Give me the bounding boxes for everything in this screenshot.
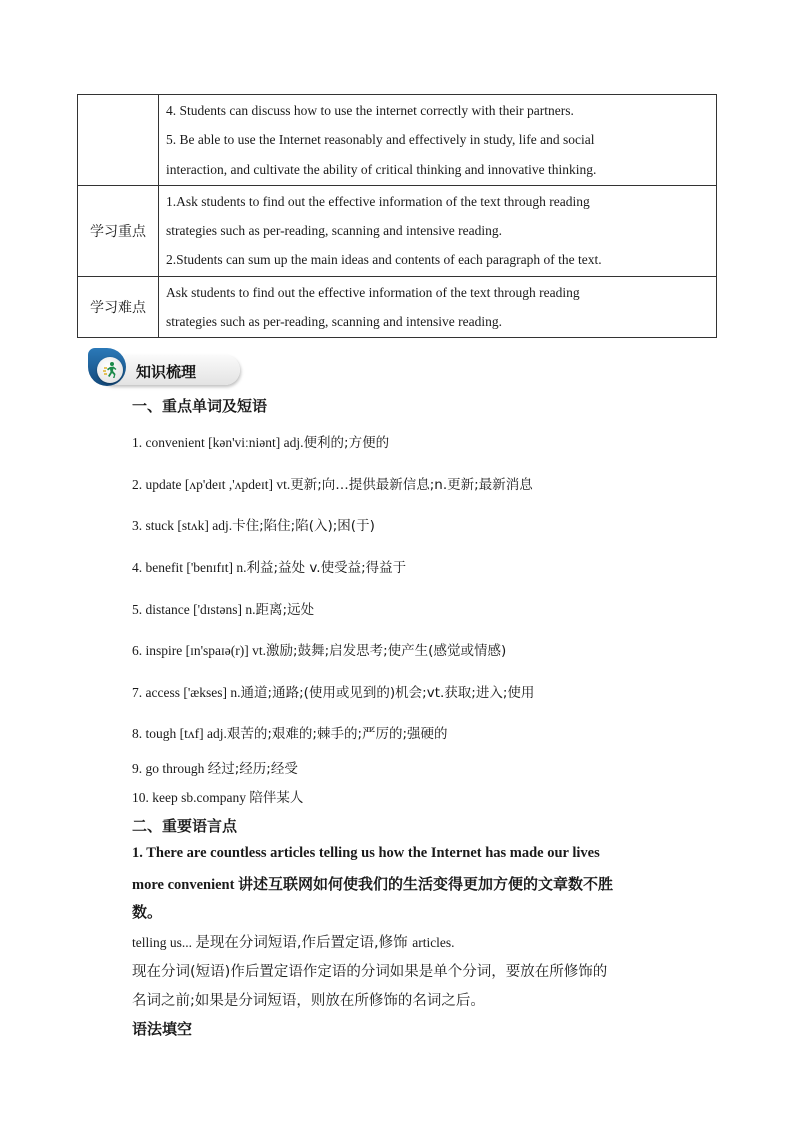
grammar-note bbox=[132, 931, 455, 952]
table-row bbox=[78, 276, 717, 338]
vocab-en: 2. update [ʌp'deɪt ,'ʌpdeɪt] vt. bbox=[132, 477, 291, 492]
row-label: 学习难点 bbox=[78, 276, 159, 338]
row-line: interaction, and cultivate the ability of critical thinking and innovative thinking. bbox=[166, 161, 597, 177]
vocab-en: 6. inspire [ɪn'spaɪə(r)] vt. bbox=[132, 643, 267, 658]
vocab-en: 7. access ['ækses] n. bbox=[132, 685, 241, 700]
vocab-en: 3. stuck [stʌk] adj. bbox=[132, 518, 233, 533]
grammar-fill-heading: 语法填空 bbox=[132, 1020, 193, 1038]
vocab-zh: 激励;鼓舞;启发思考;使产生(感觉或情感) bbox=[266, 643, 507, 659]
vocab-item bbox=[132, 473, 533, 493]
vocab-zh: 卡住;陷住;陷(入);困(于) bbox=[232, 518, 375, 534]
vocab-item bbox=[132, 431, 389, 451]
section2-heading: 二、重要语言点 bbox=[132, 817, 238, 835]
vocab-en: 8. tough [tʌf] adj. bbox=[132, 726, 227, 741]
vocab-zh: 艰苦的;艰难的;棘手的;严厉的;强硬的 bbox=[226, 726, 448, 742]
note-en: telling us... bbox=[132, 935, 196, 950]
row-line: 1.Ask students to find out the effective information of the text through reading bbox=[166, 193, 590, 209]
vocab-item bbox=[132, 556, 406, 576]
vocab-zh: 距离;远处 bbox=[255, 602, 315, 618]
section1-heading: 一、重点单词及短语 bbox=[132, 397, 268, 415]
vocab-item bbox=[132, 514, 375, 534]
table-row bbox=[78, 95, 717, 186]
language-point-zh: 讲述互联网如何使我们的生活变得更加方便的文章数不胜 bbox=[238, 875, 614, 893]
row-content bbox=[159, 95, 717, 186]
section-banner bbox=[88, 348, 242, 388]
vocab-zh: 便利的;方便的 bbox=[303, 435, 390, 451]
vocab-zh: 陪伴某人 bbox=[249, 790, 304, 806]
vocab-en: 1. convenient [kən'viːniənt] adj. bbox=[132, 435, 304, 450]
vocab-en: 5. distance ['dɪstəns] n. bbox=[132, 602, 256, 617]
note-zh: 是现在分词短语,作后置定语,修饰 bbox=[195, 935, 413, 951]
note-en: articles. bbox=[412, 935, 455, 950]
language-point-line: 数。 bbox=[132, 903, 163, 921]
row-label: 学习重点 bbox=[78, 185, 159, 276]
vocab-item bbox=[132, 786, 303, 806]
row-line: 2.Students can sum up the main ideas and contents of each paragraph of the text. bbox=[166, 252, 602, 268]
objectives-table bbox=[77, 94, 717, 338]
vocab-en: 9. go through bbox=[132, 761, 208, 776]
vocab-item bbox=[132, 757, 298, 777]
vocab-item bbox=[132, 639, 506, 659]
explanation-line: 现在分词(短语)作后置定语作定语的分词如果是单个分词，要放在所修饰的 bbox=[132, 964, 608, 980]
vocab-item bbox=[132, 722, 448, 742]
vocab-item bbox=[132, 681, 534, 701]
explanation-line: 名词之前;如果是分词短语，则放在所修饰的名词之后。 bbox=[132, 993, 485, 1009]
language-point-line: 1. There are countless articles telling us how the Internet has made our lives bbox=[132, 845, 600, 861]
row-content bbox=[159, 185, 717, 276]
table-row bbox=[78, 185, 717, 276]
row-line: Ask students to find out the effective information of the text through reading bbox=[166, 284, 580, 300]
language-point-line bbox=[132, 873, 613, 894]
vocab-zh: 经过;经历;经受 bbox=[207, 761, 298, 777]
language-point-en: more convenient bbox=[132, 877, 239, 893]
vocab-en: 10. keep sb.company bbox=[132, 790, 250, 805]
vocab-item bbox=[132, 598, 314, 618]
row-line: strategies such as per-reading, scanning and intensive reading. bbox=[166, 314, 502, 330]
running-person-icon bbox=[101, 361, 119, 379]
vocab-en: 4. benefit ['benɪfɪt] n. bbox=[132, 560, 247, 575]
row-line: 5. Be able to use the Internet reasonably and effectively in study, life and social bbox=[166, 132, 595, 148]
vocab-zh: 通道;通路;(使用或见到的)机会;vt.获取;进入;使用 bbox=[240, 685, 535, 701]
row-line: 4. Students can discuss how to use the internet correctly with their partners. bbox=[166, 103, 574, 118]
vocab-zh: 利益;益处 v.使受益;得益于 bbox=[246, 560, 407, 576]
vocab-zh: 更新;向…提供最新信息;n.更新;最新消息 bbox=[290, 477, 533, 493]
row-label bbox=[78, 95, 159, 186]
row-content bbox=[159, 276, 717, 338]
row-line: strategies such as per-reading, scanning and intensive reading. bbox=[166, 223, 502, 239]
banner-title: 知识梳理 bbox=[136, 363, 197, 381]
